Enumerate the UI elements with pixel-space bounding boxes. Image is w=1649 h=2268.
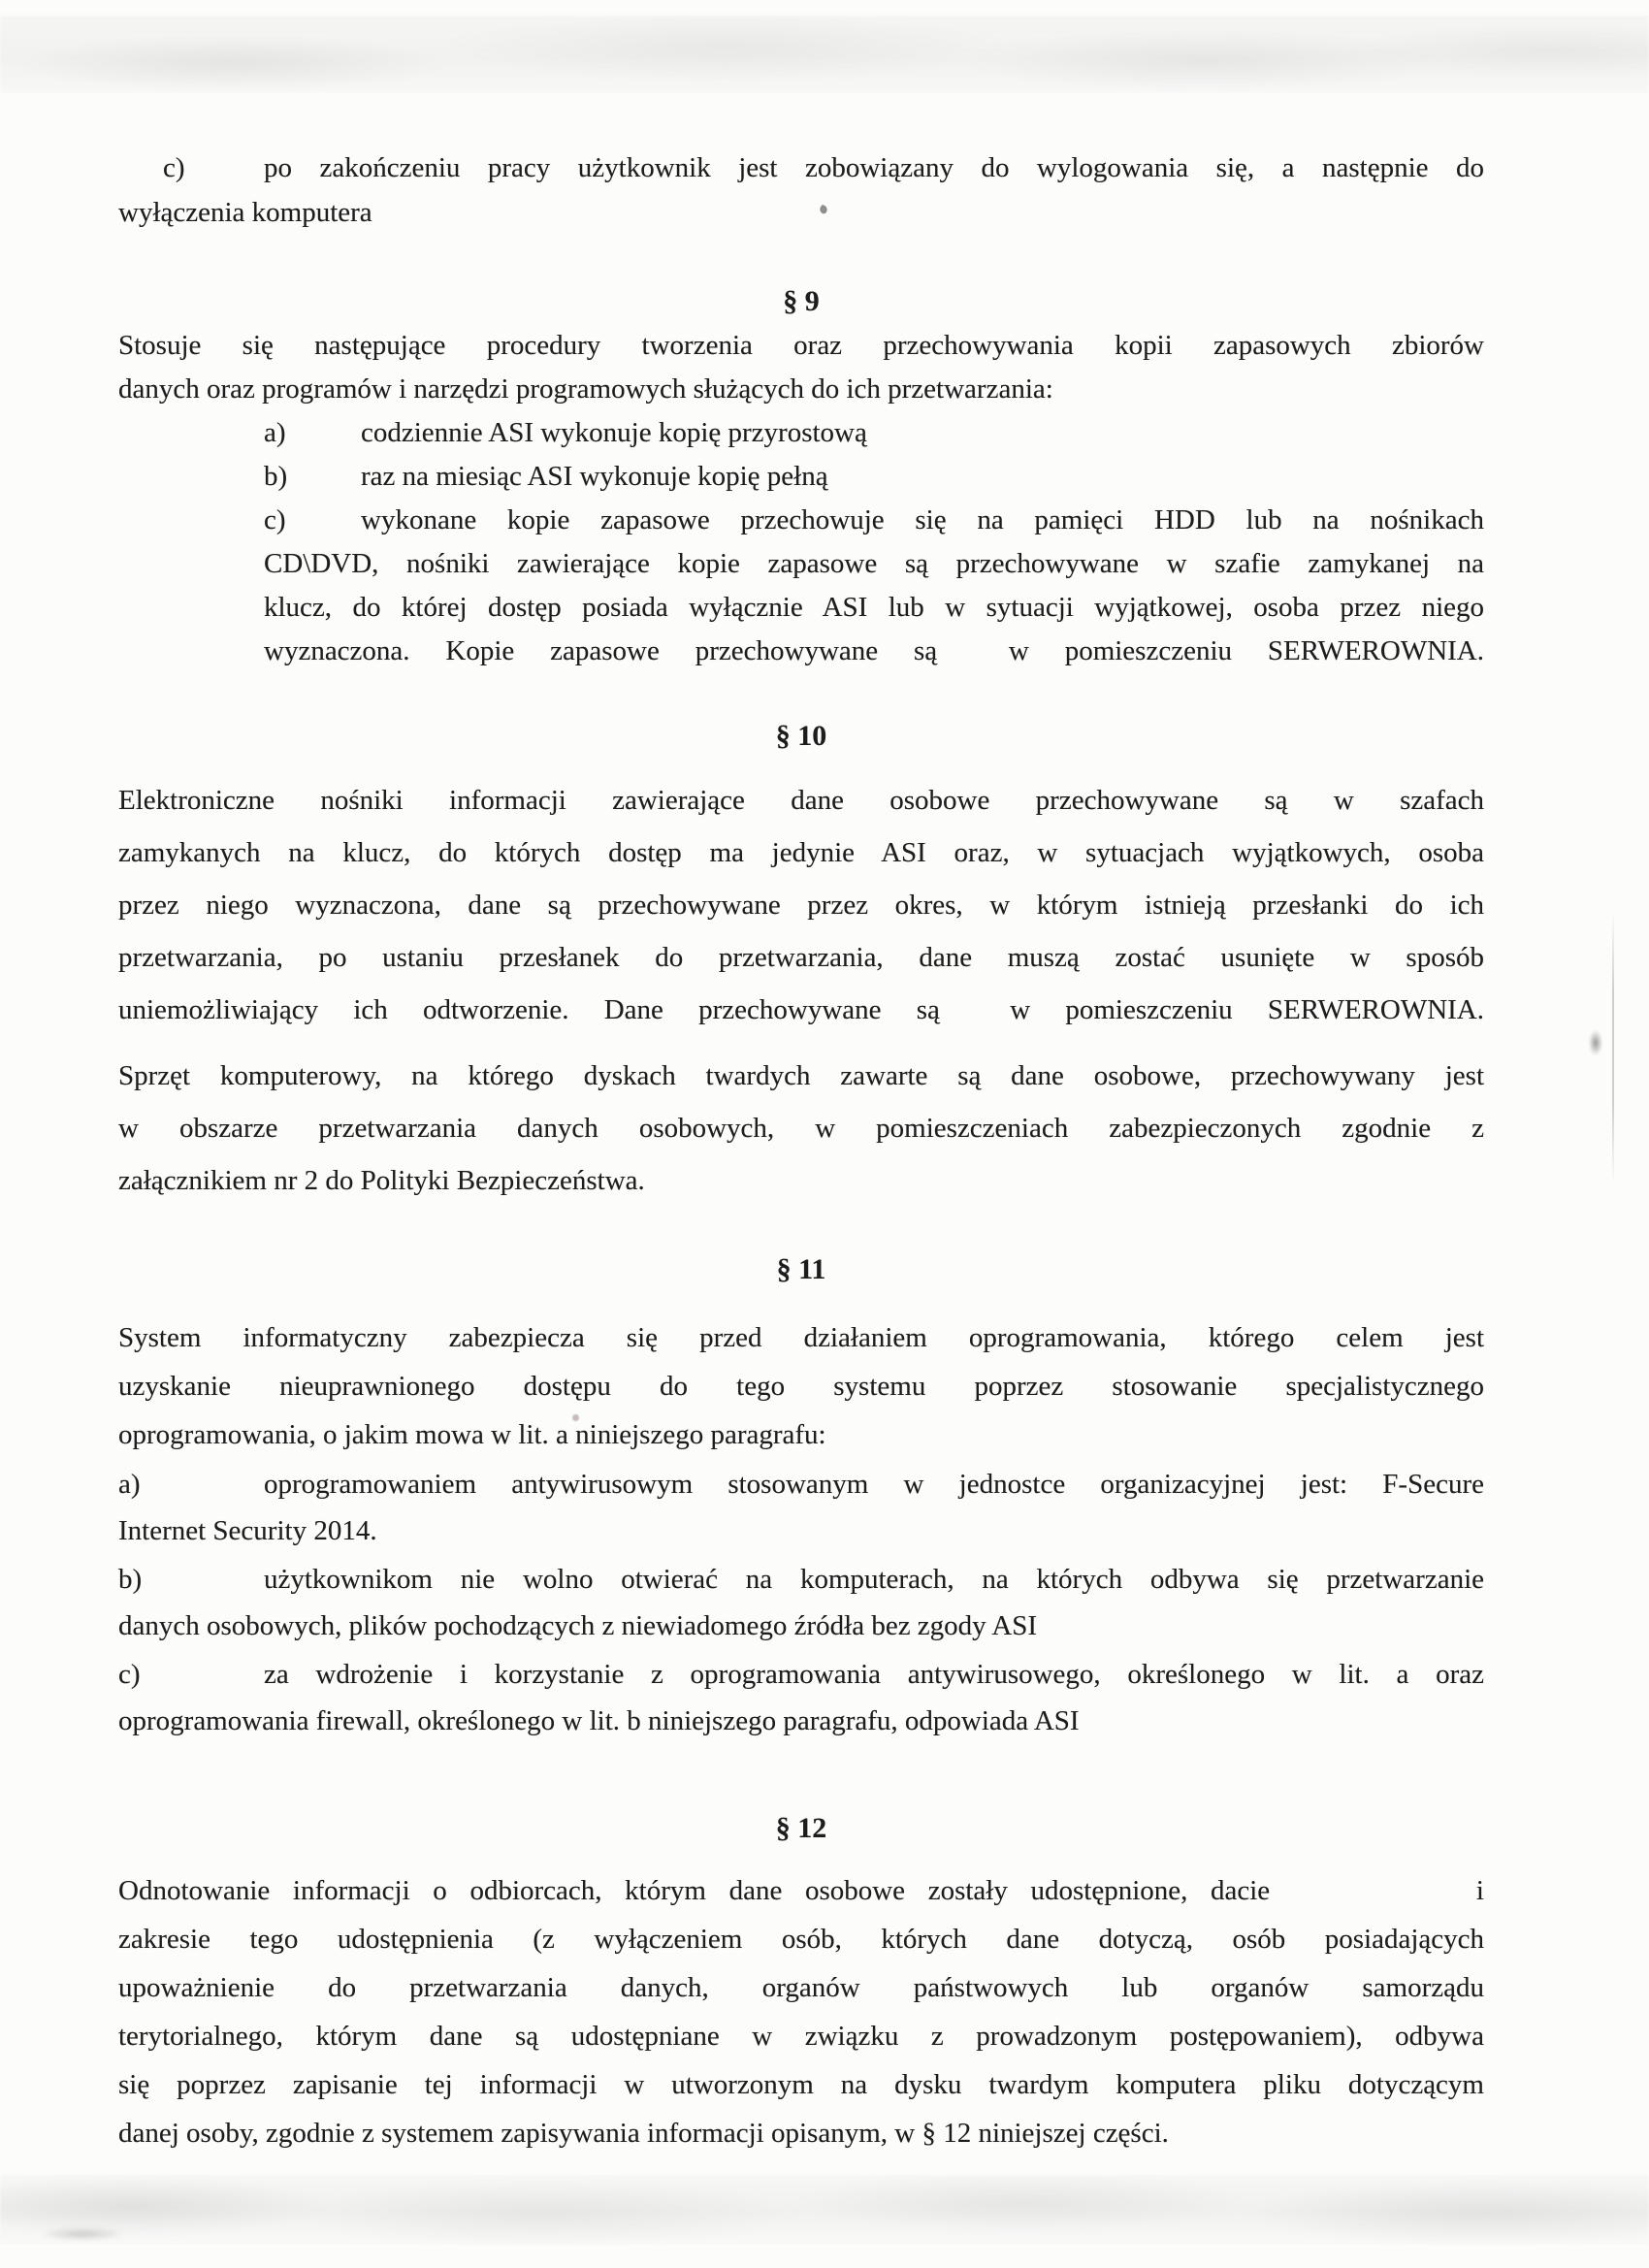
list-item-text: za wdrożenie i korzystanie z oprogramowania antywirusowego, określonego w lit. a oraz [264, 1659, 1484, 1690]
section-9-list [264, 411, 1484, 673]
scan-artifact-bottom-band [0, 2175, 1649, 2245]
scan-smudge-bottom-left [39, 2227, 126, 2241]
section-9-paragraph [118, 324, 1484, 411]
paragraph-line: Odnotowanie informacji o odbiorcach, którym dane osobowe zostały udostępnione, dacie i [118, 1875, 1484, 1906]
list-item-label: c) [264, 504, 286, 535]
list-item-line: danych osobowych, plików pochodzących z niewiadomego źródła bez zgody ASI [118, 1610, 1038, 1641]
paragraph-line: załącznikiem nr 2 do Polityki Bezpieczeństwa. [118, 1165, 645, 1196]
paragraph-line: upoważnienie do przetwarzania danych, organów państwowych lub organów samorządu [118, 1972, 1484, 2003]
scan-smudge-right [1589, 1030, 1602, 1055]
paragraph-line: uzyskanie nieuprawnionego dostępu do tego systemu poprzez stosowanie specjalistycznego [118, 1371, 1484, 1402]
list-item [118, 1651, 1484, 1744]
list-item [264, 455, 1484, 499]
list-item-line: CD\DVD, nośniki zawierające kopie zapasowe są przechowywane w szafie zamykanej na [264, 548, 1484, 579]
list-item-label: a) [264, 417, 286, 448]
list-item [264, 411, 1484, 455]
paragraph-line: wyłączenia komputera [118, 197, 372, 228]
list-item-line [118, 1461, 1484, 1507]
paragraph-line: w obszarze przetwarzania danych osobowych, w pomieszczeniach zabezpieczonych zgodnie z [118, 1113, 1484, 1144]
list-item-line: wyznaczona. Kopie zapasowe przechowywane są w pomieszczeniu SERWEROWNIA. [264, 635, 1484, 666]
list-item-label: b) [264, 461, 288, 492]
list-item-text: wykonane kopie zapasowe przechowuje się na pamięci HDD lub na nośnikach [361, 504, 1484, 535]
paragraph-line: Sprzęt komputerowy, na którego dyskach twardych zawarte są dane osobowe, przechowywany jest [118, 1060, 1484, 1091]
paragraph-intro [118, 146, 1484, 235]
list-item-label: c) [163, 152, 185, 183]
list-item-line: Internet Security 2014. [118, 1515, 377, 1546]
paragraph-line: zamykanych na klucz, do których dostęp ma jedynie ASI oraz, w sytuacjach wyjątkowych, osoba [118, 837, 1484, 868]
list-item-text: raz na miesiąc ASI wykonuje kopię pełną [361, 461, 828, 492]
list-item [118, 1556, 1484, 1649]
list-item-text: użytkownikom nie wolno otwierać na komputerach, na których odbywa się przetwarzanie [264, 1564, 1484, 1595]
list-item-label: c) [118, 1659, 141, 1690]
scan-edge-line [1612, 912, 1614, 1183]
section-10-paragraph-2 [118, 1050, 1484, 1207]
section-heading-9: § 9 [783, 285, 820, 317]
section-12-paragraph [118, 1866, 1484, 2157]
paragraph-line: Stosuje się następujące procedury tworzenia oraz przechowywania kopii zapasowych zbiorów [118, 330, 1484, 361]
paragraph-line [118, 146, 1484, 190]
section-11-list [118, 1461, 1484, 1744]
section-heading-10: § 10 [775, 720, 827, 752]
list-item-line [264, 455, 1484, 499]
section-heading-12: § 12 [775, 1812, 827, 1844]
list-item-line: klucz, do której dostęp posiada wyłącznie ASI lub w sytuacji wyjątkowej, osoba przez niego [264, 592, 1484, 623]
list-item-line: oprogramowania firewall, określonego w lit. b niniejszego paragrafu, odpowiada ASI [118, 1705, 1080, 1736]
list-item-line [264, 499, 1484, 542]
paragraph-line: przez niego wyznaczona, dane są przechowywane przez okres, w którym istnieją przesłanki do ich [118, 890, 1484, 921]
paragraph-line: zakresie tego udostępnienia (z wyłączeniem osób, których dane dotyczą, osób posiadających [118, 1924, 1484, 1955]
list-item [264, 499, 1484, 673]
section-11-paragraph [118, 1313, 1484, 1459]
list-item-text: oprogramowaniem antywirusowym stosowanym w jednostce organizacyjnej jest: F-Secure [264, 1469, 1484, 1500]
paragraph-line: Elektroniczne nośniki informacji zawierające dane osobowe przechowywane są w szafach [118, 785, 1484, 816]
section-10-paragraph-1 [118, 774, 1484, 1036]
paragraph-text: po zakończeniu pracy użytkownik jest zobowiązany do wylogowania się, a następnie do [264, 152, 1484, 183]
paragraph-line: oprogramowania, o jakim mowa w lit. a niniejszego paragrafu: [118, 1419, 826, 1450]
paragraph-line: System informatyczny zabezpiecza się przed działaniem oprogramowania, którego celem jest [118, 1322, 1484, 1353]
paragraph-line: terytorialnego, którym dane są udostępniane w związku z prowadzonym postępowaniem), odbywa [118, 2021, 1484, 2052]
list-item-text: codziennie ASI wykonuje kopię przyrostową [361, 417, 867, 448]
list-item-line [264, 411, 1484, 455]
list-item [118, 1461, 1484, 1554]
document-body [118, 0, 1484, 2157]
list-item-line [118, 1651, 1484, 1698]
section-heading-11: § 11 [776, 1253, 826, 1285]
paragraph-line: się poprzez zapisanie tej informacji w utworzonym na dysku twardym komputera pliku dotyczącym [118, 2069, 1484, 2100]
paragraph-line: danej osoby, zgodnie z systemem zapisywania informacji opisanym, w § 12 niniejszej części. [118, 2118, 1169, 2149]
paragraph-line: uniemożliwiający ich odtworzenie. Dane przechowywane są w pomieszczeniu SERWEROWNIA. [118, 994, 1484, 1025]
paragraph-line: przetwarzania, po ustaniu przesłanek do przetwarzania, dane muszą zostać usunięte w sposób [118, 942, 1484, 973]
paragraph-line: danych oraz programów i narzędzi programowych służących do ich przetwarzania: [118, 373, 1053, 405]
list-item-line [118, 1556, 1484, 1603]
list-item-label: a) [118, 1469, 141, 1500]
list-item-label: b) [118, 1564, 143, 1595]
